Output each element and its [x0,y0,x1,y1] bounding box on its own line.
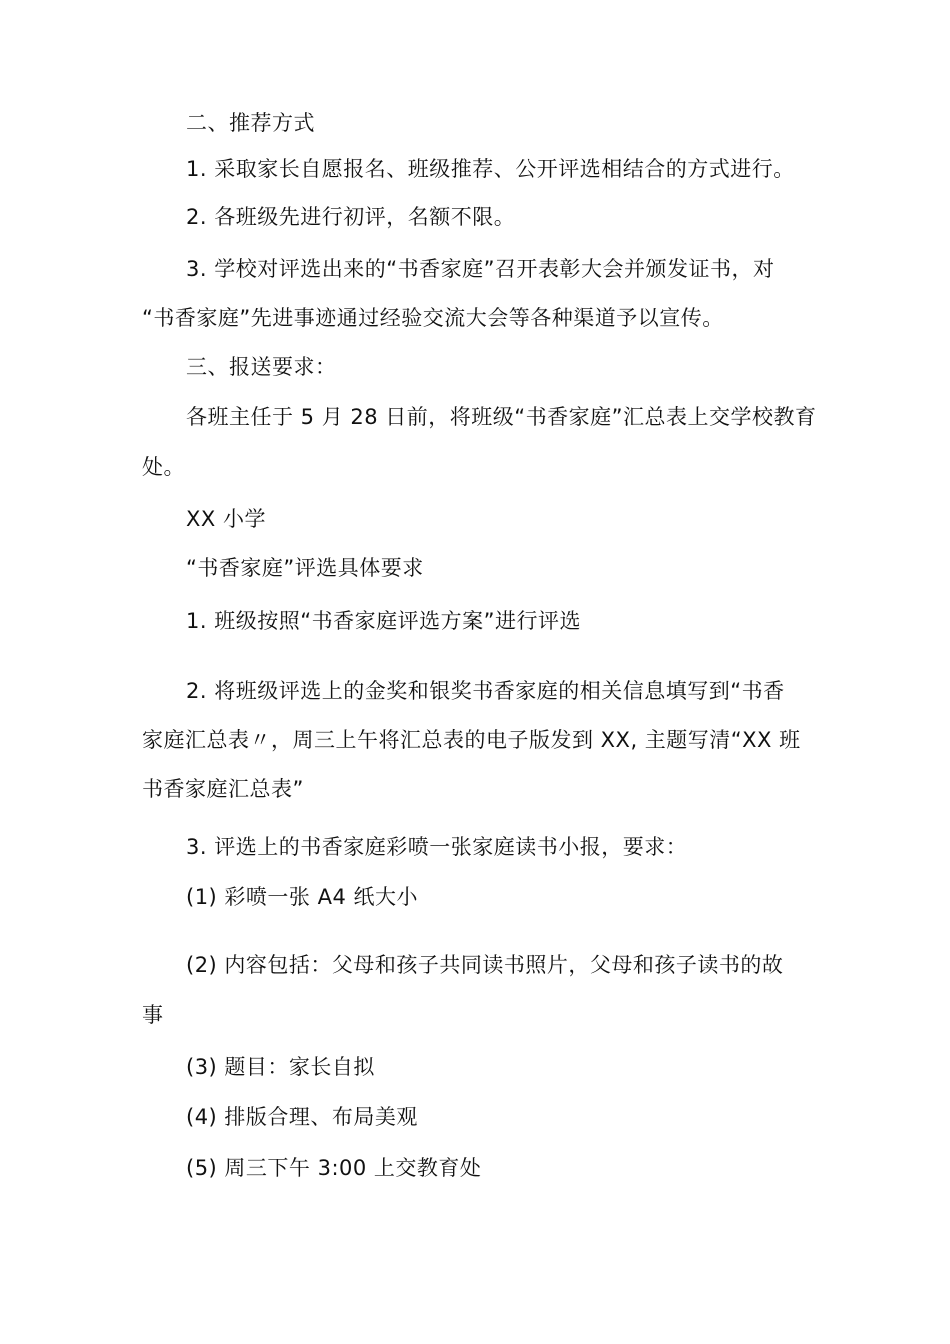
requirements-title: “书香家庭”评选具体要求 [186,556,424,580]
paragraph-line: 各班主任于 5 月 28 日前，将班级“书香家庭”汇总表上交学校教育 [186,405,817,429]
paragraph-line: 事 [142,1003,164,1027]
paragraph-line: 3. 学校对评选出来的“书香家庭”召开表彰大会并颁发证书，对 [186,257,775,281]
paragraph-line: (3) 题目：家长自拟 [186,1055,375,1079]
section-heading-submission: 三、报送要求： [186,355,337,379]
paragraph-line: (2) 内容包括：父母和孩子共同读书照片，父母和孩子读书的故 [186,953,784,977]
paragraph-line: 处。 [142,455,185,479]
school-name: XX 小学 [186,507,266,531]
paragraph-line: 1. 班级按照“书香家庭评选方案”进行评选 [186,609,581,633]
paragraph-line: “书香家庭”先进事迹通过经验交流大会等各种渠道予以宣传。 [142,306,724,330]
paragraph-line: 1. 采取家长自愿报名、班级推荐、公开评选相结合的方式进行。 [186,157,795,181]
section-heading-recommend-method: 二、推荐方式 [186,111,315,135]
paragraph-line: 2. 将班级评选上的金奖和银奖书香家庭的相关信息填写到“书香 [186,679,785,703]
paragraph-line: 书香家庭汇总表” [142,777,304,801]
paragraph-line: 2. 各班级先进行初评，名额不限。 [186,205,516,229]
paragraph-line: (5) 周三下午 3:00 上交教育处 [186,1156,482,1180]
paragraph-line: 家庭汇总表〃，周三上午将汇总表的电子版发到 XX, 主题写清“XX 班 [142,728,801,752]
paragraph-line: 3. 评选上的书香家庭彩喷一张家庭读书小报，要求： [186,835,688,859]
paragraph-line: (4) 排版合理、布局美观 [186,1105,418,1129]
paragraph-line: (1) 彩喷一张 A4 纸大小 [186,885,418,909]
